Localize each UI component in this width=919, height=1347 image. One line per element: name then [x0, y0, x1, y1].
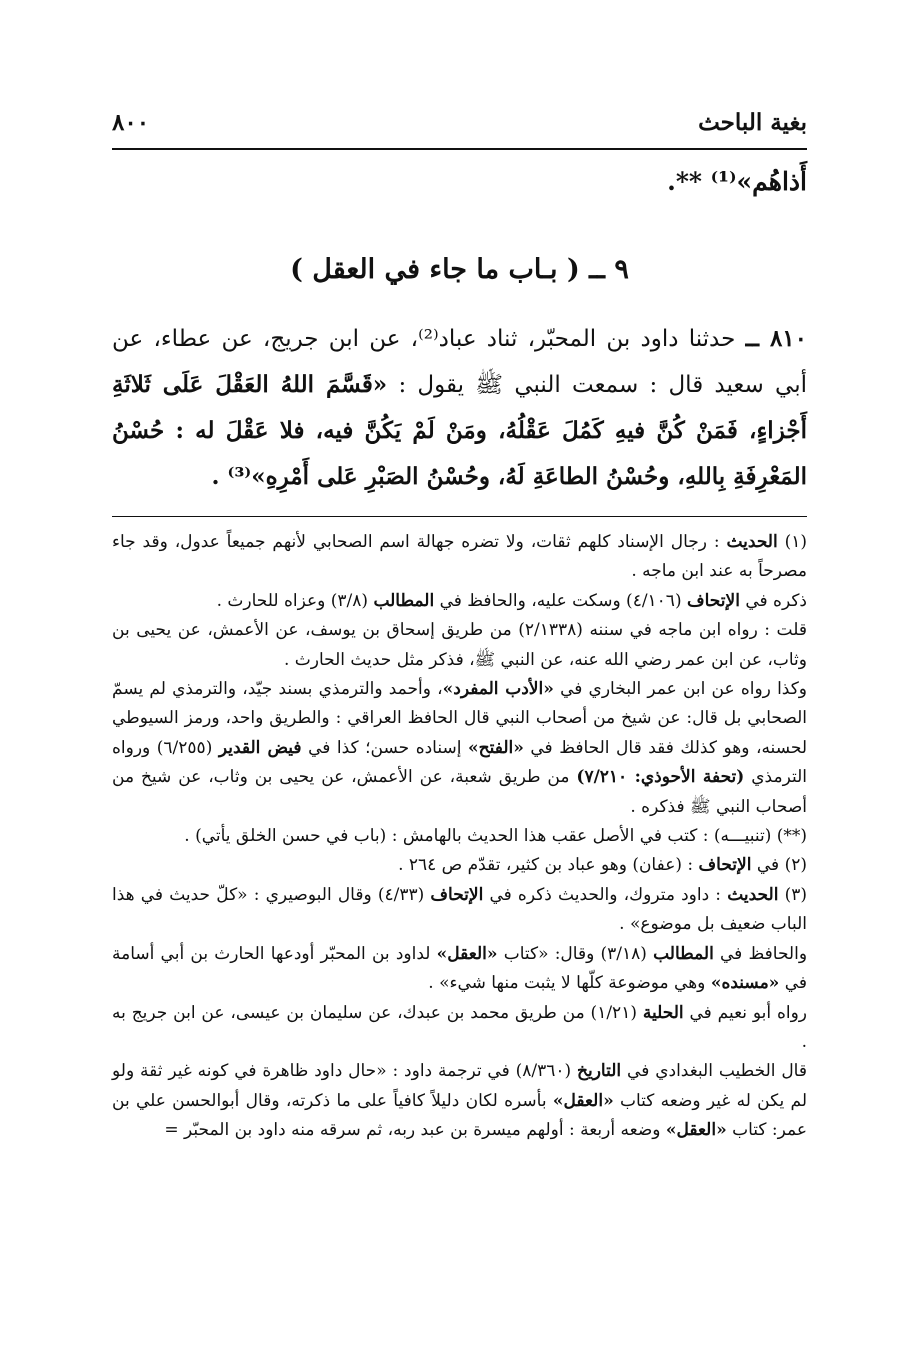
book-title: بغية الباحث: [698, 108, 807, 136]
fn-text: (٣/٨) وعزاه للحارث .: [216, 590, 369, 611]
fn-text: رواه أبو نعيم في: [689, 1002, 808, 1023]
hadith-isnad: حدثنا داود بن المحبّر، ثناد عباد⁽²⁾، عن ابن جريج، عن عطاء، عن أبي سعيد قال : سمعت النبي ﷺ يقول :: [112, 326, 808, 398]
hadith-number: ٨١٠ ــ: [745, 325, 808, 352]
fn-text: بأسره لكان دليلاً كافياً على ما ذكرته، وقال أبوالحسن علي بن عمر: كتاب: [112, 1090, 807, 1141]
fn-text: (٤/١٠٦) وسكت عليه، والحافظ في: [439, 590, 682, 611]
carryover-text: أَذاهُم»⁽¹⁾ **.: [667, 167, 807, 196]
source-musnad: «مسنده»: [710, 973, 780, 994]
fn-text: (٦/٢٥٥) ورواه الترمذي: [112, 737, 807, 788]
fn-keyword: الحديث: [726, 532, 778, 552]
footnote-3-para-3: [112, 999, 807, 1058]
footnote-1-para-2: [112, 587, 807, 616]
fn-text: : (عفان) وهو عباد بن كثير، تقدّم ص ٢٦٤ .: [398, 855, 694, 876]
fn-text: من طريق شعبة، عن الأعمش، عن يحيى بن وثاب، عن شيخ من أصحاب النبي ﷺ فذكره .: [112, 767, 807, 817]
fn-text: ، وأحمد والترمذي بسند جيّد، والترمذي لم يسمّ الصحابي بل قال: عن شيخ من أصحاب النبي قال الحافظ العراقي : والطريق واحد، ورمز السيوطي لحسنه، وهو كذلك فقد قال الحافظ في: [112, 679, 808, 758]
source-matalib: المطالب: [373, 590, 435, 611]
footnote-3-para-2: [112, 940, 807, 999]
fn-text: وهي موضوعة كلّها لا يثبت منها شيء» .: [428, 973, 706, 994]
header-rule: [112, 148, 807, 150]
fn-text: (٢) في: [756, 855, 807, 876]
source-aql: «العقل»: [436, 943, 498, 964]
footnote-1: [112, 528, 807, 587]
fn-marker: (٣): [784, 884, 808, 905]
footnote-separator: [112, 516, 807, 517]
hadith-810: [112, 316, 807, 500]
source-tuhfa: (تحفة الأحوذي: ٧/٢١٠): [576, 767, 745, 788]
source-faid: فيض القدير: [218, 737, 302, 758]
note-star: (**) (تنبيـــه) : كتب في الأصل عقب هذا الحديث بالهامش : (باب في حسن الخلق يأتي) .: [184, 826, 807, 847]
fn-text: والحافظ في: [720, 943, 808, 964]
source-ithaf: الإتحاف: [430, 884, 484, 905]
footnote-2: [112, 851, 807, 880]
source-adab: «الأدب المفرد»: [442, 679, 554, 700]
fn-text: (٣/١٨) وقال: «كتاب: [503, 943, 647, 964]
source-tarikh: التاريخ: [577, 1061, 622, 1082]
source-fath: «الفتح»: [468, 737, 524, 758]
source-matalib: المطالب: [653, 943, 714, 964]
fn-text: وضعه أربعة : أولهم ميسرة بن عبد ربه، ثم سرقه منه داود بن المحبّر =: [164, 1120, 661, 1141]
fn-text: ذكره في: [745, 590, 807, 611]
source-ithaf: الإتحاف: [687, 590, 740, 611]
footnote-3: [112, 881, 807, 940]
fn-text: وكذا رواه عن ابن عمر البخاري في: [560, 679, 808, 700]
page-number: ٨٠٠: [112, 108, 150, 136]
footnote-3-para-4: [112, 1057, 807, 1145]
fn-text: (١/٢١) من طريق محمد بن عبدك، عن سليمان بن عيسى، عن ابن جريج به .: [112, 1002, 807, 1052]
fn-text: : داود متروك، والحديث ذكره في: [489, 884, 722, 905]
fn-text: : رجال الإسناد كلهم ثقات، ولا تضره جهالة اسم الصحابي لأنهم جميعاً عدول، وقد جاء مصرحاً به عند ابن ماجه .: [112, 532, 807, 582]
chapter-heading: ٩ ــ ( بـاب ما جاء في العقل ): [290, 254, 629, 285]
fn-text: لداود بن المحبّر أودعها الحارث بن أبي أسامة في: [112, 943, 807, 994]
fn-keyword: الحديث: [727, 884, 779, 905]
fn-text: قال الخطيب البغدادي في: [627, 1061, 807, 1082]
fn-text: إسناده حسن؛ كذا في: [308, 737, 462, 758]
source-ithaf: الإتحاف: [698, 855, 752, 876]
hadith-matn: «قَسَّمَ اللهُ العَقْلَ عَلَى ثَلاثَةِ أَجْزاءٍ، فَمَنْ كُنَّ فيهِ كَمُلَ عَقْلُهُ، ومَنْ لَمْ يَكُنَّ فيه، فلا عَقْلَ له : حُسْنُ المَعْرِفَةِ بِاللهِ، وحُسْنُ الطاعَةِ لَهُ، وحُسْنُ الصَبْرِ عَلى أَمْرِهِ»⁽³⁾ .: [112, 371, 807, 490]
footnotes: [112, 528, 807, 1146]
fn-text: (٨/٣٦٠) في ترجمة داود : «حال داود ظاهرة في كونه غير ثقة ولو لم يكن له غير وضعه كتاب: [112, 1061, 808, 1111]
footnote-1-para-3: قلت : رواه ابن ماجه في سننه (٢/١٣٣٨) من طريق إسحاق بن يوسف، عن الأعمش، عن يحيى بن وثاب، عن ابن عمر رضي الله عنه، عن النبي ﷺ، فذكر مثل حديث الحارث .: [112, 620, 807, 670]
source-hilya: الحلية: [642, 1002, 684, 1023]
fn-text: (٤/٣٣) وقال البوصيري : «كلّ حديث في هذا الباب ضعيف بل موضوع» .: [112, 884, 807, 935]
footnote-1-para-4: [112, 675, 807, 822]
source-aql: «العقل»: [552, 1090, 614, 1111]
source-aql: «العقل»: [665, 1120, 727, 1141]
page-header: [112, 102, 807, 142]
fn-marker: (١): [784, 532, 807, 552]
